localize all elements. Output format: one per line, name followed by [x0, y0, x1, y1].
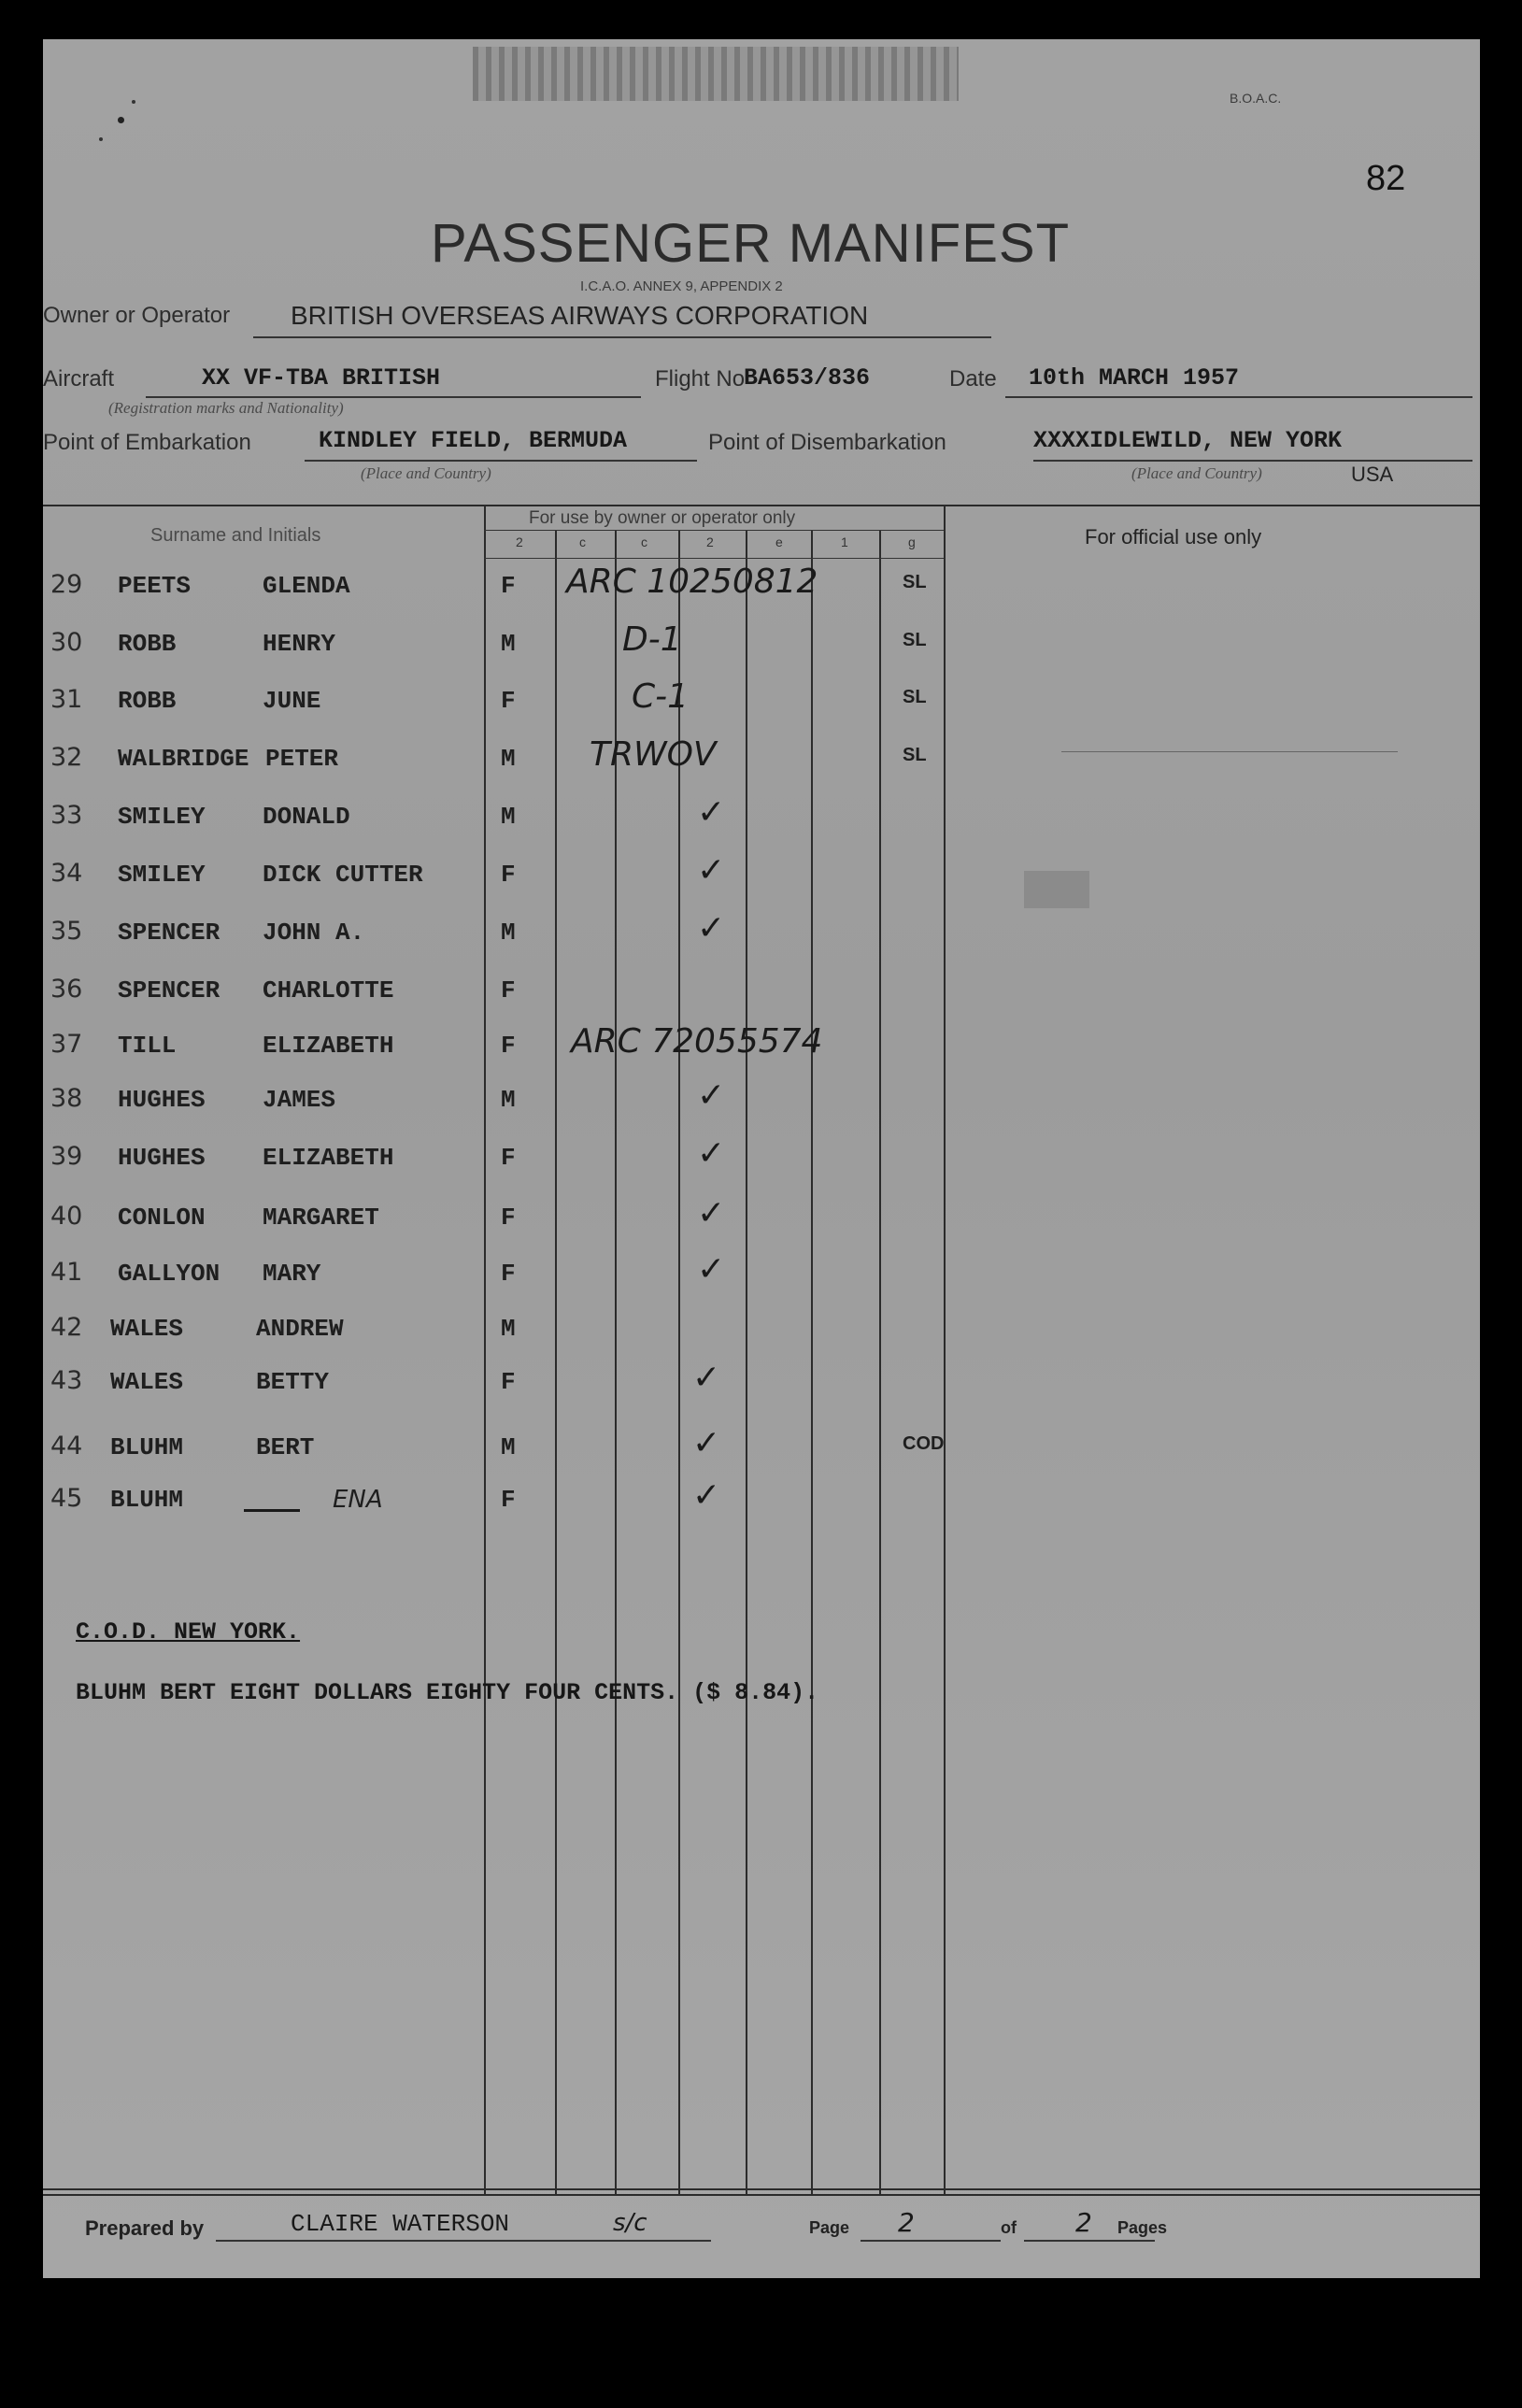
row-number: 34	[50, 859, 83, 888]
row-initials: HENRY	[263, 630, 336, 658]
date-label: Date	[949, 366, 997, 392]
table-bottom-rule-2	[43, 2194, 1480, 2196]
row-number: 45	[50, 1484, 83, 1513]
row-note: TRWOV	[590, 735, 717, 774]
row-surname: WALBRIDGE	[118, 745, 249, 773]
row-surname: GALLYON	[118, 1260, 220, 1288]
row-sex: M	[501, 803, 516, 831]
row-surname: BLUHM	[110, 1486, 184, 1514]
aircraft-caption: (Registration marks and Nationality)	[108, 399, 344, 417]
passenger-list	[43, 563, 1480, 1590]
row-sex: M	[501, 1315, 516, 1343]
prepared-by-value: CLAIRE WATERSON	[291, 2210, 510, 2238]
row-sex: F	[501, 1486, 516, 1514]
row-surname: TILL	[118, 1032, 177, 1060]
row-initials: MARY	[263, 1260, 321, 1288]
row-initials: ENA	[333, 1486, 383, 1514]
row-note: ✓	[692, 1424, 721, 1462]
row-surname: ROBB	[118, 687, 177, 715]
table-row	[43, 1305, 1444, 1361]
row-sex: M	[501, 1086, 516, 1114]
table-bottom-rule	[43, 2188, 1480, 2190]
row-number: 30	[50, 628, 83, 657]
subcol-label: 2	[516, 534, 523, 549]
row-number: 44	[50, 1432, 83, 1460]
row-initials: GLENDA	[263, 572, 350, 600]
table-row	[43, 1134, 1444, 1190]
table-row	[43, 1076, 1444, 1133]
subcol-label: c	[641, 534, 647, 549]
row-initials: JOHN A.	[263, 919, 365, 947]
row-surname: HUGHES	[118, 1144, 206, 1172]
row-surname: SMILEY	[118, 803, 206, 831]
header-bottom-rule	[484, 558, 944, 559]
row-sex: F	[501, 1144, 516, 1172]
corner-stamp: B.O.A.C.	[1230, 91, 1282, 106]
disembarkation-underline	[1033, 460, 1472, 462]
row-initials: DONALD	[263, 803, 350, 831]
row-initials: JUNE	[263, 687, 321, 715]
page-label: Page	[809, 2218, 850, 2237]
table-row	[43, 1250, 1444, 1306]
row-sex: M	[501, 745, 516, 773]
aircraft-value: XX VF-TBA BRITISH	[202, 364, 441, 392]
row-initials: BETTY	[256, 1368, 330, 1396]
row-surname: HUGHES	[118, 1086, 206, 1114]
col-header-official: For official use only	[1085, 525, 1262, 549]
page-subtitle: I.C.A.O. ANNEX 9, APPENDIX 2	[580, 278, 783, 294]
page-value: 2	[898, 2207, 915, 2238]
flight-label: Flight No	[655, 366, 746, 392]
table-row	[43, 620, 1444, 677]
cod-heading: C.O.D. NEW YORK.	[76, 1618, 301, 1646]
operator-value: BRITISH OVERSEAS AIRWAYS CORPORATION	[291, 301, 869, 330]
table-row	[43, 563, 1444, 619]
page-title: PASSENGER MANIFEST	[431, 213, 1071, 274]
row-surname: BLUHM	[110, 1433, 184, 1461]
row-number: 35	[50, 917, 83, 946]
cod-line: BLUHM BERT EIGHT DOLLARS EIGHTY FOUR CENTS. ($ 8.84).	[76, 1679, 819, 1706]
row-number: 32	[50, 743, 83, 772]
row-surname: WALES	[110, 1315, 184, 1343]
subcol-label: c	[579, 534, 586, 549]
subcol-label: 2	[706, 534, 714, 549]
date-value: 10th MARCH 1957	[1029, 364, 1240, 392]
manifest-sheet	[43, 39, 1480, 2278]
embarkation-label: Point of Embarkation	[43, 430, 251, 455]
row-surname: SPENCER	[118, 919, 220, 947]
row-number: 42	[50, 1313, 83, 1342]
col-header-name: Surname and Initials	[150, 525, 321, 546]
row-initials: PETER	[265, 745, 339, 773]
row-sex: F	[501, 687, 516, 715]
row-code: SL	[903, 572, 927, 592]
subcol-label: 1	[841, 534, 848, 549]
disembarkation-caption: (Place and Country)	[1131, 464, 1262, 482]
row-note: D-1	[622, 620, 682, 659]
row-note: ✓	[697, 1194, 726, 1232]
row-code: SL	[903, 745, 927, 765]
table-row	[43, 1194, 1444, 1250]
table-row	[43, 677, 1444, 734]
row-number: 37	[50, 1030, 83, 1059]
subcol-label: e	[775, 534, 783, 549]
row-sex: F	[501, 1204, 516, 1232]
row-note: C-1	[632, 677, 690, 716]
row-sex: F	[501, 1260, 516, 1288]
row-number: 43	[50, 1366, 83, 1395]
row-surname: SMILEY	[118, 861, 206, 889]
page-number: 82	[1366, 159, 1406, 198]
table-row	[43, 1476, 1444, 1532]
subcol-label: g	[908, 534, 916, 549]
prepared-by-label: Prepared by	[85, 2216, 205, 2240]
row-number: 40	[50, 1202, 83, 1231]
row-sex: F	[501, 572, 516, 600]
row-note: ✓	[692, 1476, 721, 1515]
row-note: ✓	[697, 909, 726, 948]
row-sex: F	[501, 861, 516, 889]
embarkation-value: KINDLEY FIELD, BERMUDA	[319, 427, 628, 454]
row-number: 41	[50, 1258, 83, 1287]
table-row	[43, 1359, 1444, 1415]
row-code: SL	[903, 687, 927, 707]
row-note: ARC 72055574	[571, 1022, 823, 1061]
operator-underline	[253, 336, 991, 338]
disembarkation-value: XXXXIDLEWILD, NEW YORK	[1033, 427, 1343, 454]
row-note: ✓	[697, 1076, 726, 1115]
row-number: 33	[50, 801, 83, 830]
prepared-underline	[216, 2240, 711, 2242]
operator-header-rule	[484, 530, 944, 531]
row-note: ARC 10250812	[566, 563, 818, 601]
row-initials: MARGARET	[263, 1204, 379, 1232]
top-stamp-smudge	[473, 47, 959, 101]
table-top-rule	[43, 505, 1480, 506]
disembarkation-label: Point of Disembarkation	[708, 430, 946, 455]
row-note: ✓	[697, 793, 726, 832]
embarkation-caption: (Place and Country)	[361, 464, 491, 482]
row-number: 31	[50, 685, 83, 714]
row-surname: SPENCER	[118, 976, 220, 1005]
row-number: 39	[50, 1142, 83, 1171]
row-code: COD	[903, 1433, 945, 1454]
row-surname: CONLON	[118, 1204, 206, 1232]
aircraft-underline	[146, 396, 641, 398]
row-surname: WALES	[110, 1368, 184, 1396]
operator-label: Owner or Operator	[43, 303, 231, 328]
strike-mark	[244, 1509, 300, 1512]
row-surname: PEETS	[118, 572, 192, 600]
row-sex: F	[501, 1032, 516, 1060]
table-row	[43, 851, 1444, 907]
row-initials: BERT	[256, 1433, 315, 1461]
page-underline	[861, 2240, 1001, 2242]
row-number: 29	[50, 570, 83, 599]
row-sex: M	[501, 919, 516, 947]
row-sex: M	[501, 630, 516, 658]
row-note: ✓	[697, 1250, 726, 1289]
row-sex: F	[501, 1368, 516, 1396]
embarkation-underline	[305, 460, 697, 462]
row-sex: F	[501, 976, 516, 1005]
of-label: of	[1001, 2218, 1017, 2237]
row-note: ✓	[692, 1359, 721, 1397]
col-header-operator: For use by owner or operator only	[529, 508, 796, 528]
row-initials: CHARLOTTE	[263, 976, 394, 1005]
date-underline	[1005, 396, 1472, 398]
table-row	[43, 735, 1444, 791]
row-initials: ELIZABETH	[263, 1032, 394, 1060]
of-underline	[1024, 2240, 1155, 2242]
of-value: 2	[1075, 2207, 1092, 2238]
prepared-by-suffix: s/c	[613, 2209, 647, 2237]
aircraft-label: Aircraft	[43, 366, 115, 392]
row-initials: ANDREW	[256, 1315, 344, 1343]
row-code: SL	[903, 630, 927, 650]
row-number: 36	[50, 975, 83, 1004]
row-sex: M	[501, 1433, 516, 1461]
table-row	[43, 1424, 1444, 1480]
row-initials: DICK CUTTER	[263, 861, 423, 889]
row-surname: ROBB	[118, 630, 177, 658]
row-note: ✓	[697, 1134, 726, 1173]
table-row	[43, 967, 1444, 1023]
row-initials: JAMES	[263, 1086, 336, 1114]
table-row	[43, 909, 1444, 965]
pages-label: Pages	[1117, 2218, 1168, 2237]
row-initials: ELIZABETH	[263, 1144, 394, 1172]
corner-dots	[80, 81, 155, 156]
flight-value: BA653/836	[744, 364, 871, 392]
disembarkation-country: USA	[1351, 463, 1394, 486]
row-note: ✓	[697, 851, 726, 890]
table-row	[43, 1022, 1444, 1078]
table-row	[43, 793, 1444, 849]
row-number: 38	[50, 1084, 83, 1113]
